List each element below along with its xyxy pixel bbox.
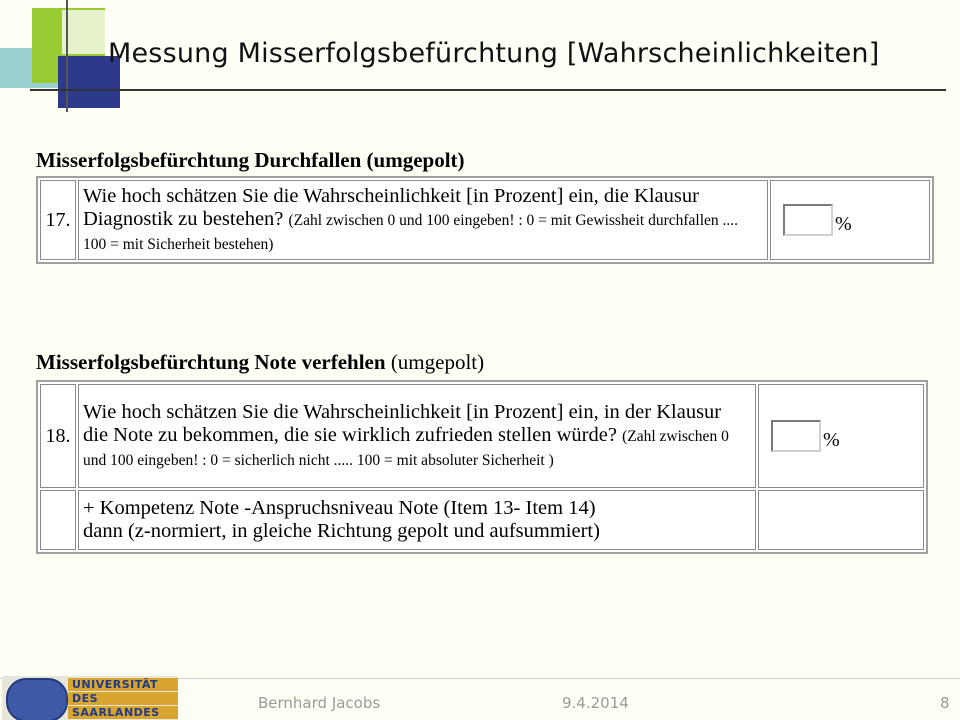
- decor-vertical-line: [66, 0, 68, 112]
- question-note: (Zahl zwischen 0 und 100 eingeben! : 0 = mit Gewissheit durchfallen .... 100 = mit Sicherheit bestehen): [83, 211, 739, 253]
- composite-note: [78, 490, 756, 550]
- question-text: [78, 384, 756, 488]
- composite-line-1: + Kompetenz Note -Anspruchsniveau Note (Item 13- Item 14): [83, 497, 596, 519]
- question-main-text: Wie hoch schätzen Sie die Wahrscheinlichkeit [in Prozent] ein, die Klausur Diagnostik zu bestehen?: [83, 184, 699, 230]
- university-seal-icon: [6, 678, 68, 720]
- question-table-17: [36, 176, 934, 264]
- table-row: [40, 180, 930, 260]
- logo-line-1: UNIVERSITÄT: [68, 678, 178, 691]
- percent-input[interactable]: [771, 420, 821, 452]
- empty-number-cell: [40, 490, 76, 550]
- question-table-18: [36, 380, 928, 554]
- question-text: [78, 180, 768, 260]
- university-logo: [2, 676, 178, 720]
- table-row: [40, 490, 924, 550]
- footer-author: Bernhard Jacobs: [258, 694, 381, 712]
- table-row: [40, 384, 924, 488]
- slide-number: 8: [940, 694, 950, 712]
- answer-cell: [770, 180, 930, 260]
- section1-heading: [36, 148, 465, 173]
- section2-heading-text: Misserfolgsbefürchtung Note verfehlen: [36, 350, 386, 374]
- question-main-text: Wie hoch schätzen Sie die Wahrscheinlichkeit [in Prozent] ein, in der Klausur die Note zu bekommen, die sie wirklich zufrieden stellen würde?: [83, 400, 722, 446]
- composite-line-2: dann (z-normiert, in gleiche Richtung gepolt und aufsummiert): [83, 520, 600, 542]
- question-note: (Zahl zwischen 0 und 100 eingeben! : 0 = sicherlich nicht ..... 100 = mit absoluter Sicherheit ): [83, 427, 729, 469]
- slide-title: Messung Misserfolgsbefürchtung [Wahrscheinlichkeiten]: [108, 38, 880, 69]
- title-underline: [30, 89, 946, 91]
- question-number: 17.: [40, 180, 76, 260]
- decor-square-white: [62, 10, 108, 54]
- section1-heading-text: Misserfolgsbefürchtung Durchfallen (umgepolt): [36, 148, 465, 172]
- empty-answer-cell: [758, 490, 924, 550]
- percent-input[interactable]: [783, 204, 833, 236]
- logo-line-2: DES: [68, 692, 178, 705]
- footer-date: 9.4.2014: [562, 694, 629, 712]
- percent-unit: %: [835, 213, 852, 235]
- percent-unit: %: [823, 429, 840, 451]
- answer-cell: [758, 384, 924, 488]
- section2-heading-suffix: (umgepolt): [390, 350, 485, 374]
- question-number: 18.: [40, 384, 76, 488]
- section2-heading: [36, 350, 484, 375]
- logo-line-3: SAARLANDES: [68, 706, 178, 719]
